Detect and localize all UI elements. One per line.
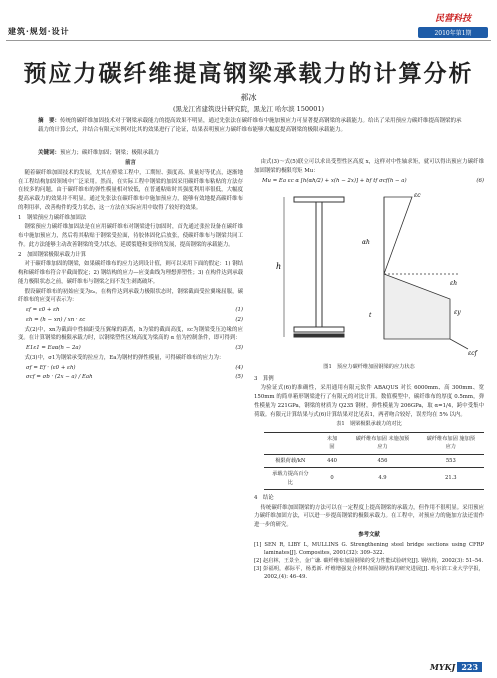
- journal-brand: 民营科技: [434, 14, 471, 24]
- right-column: [254, 158, 484, 581]
- table-row: 承载力提高百分比 0 4.9 21.3: [264, 468, 484, 490]
- figure-caption: 图1 预应力碳纤维加固钢梁的应力状态: [323, 364, 415, 371]
- stress-diagram: [254, 189, 484, 359]
- section-4-paragraph: 传统碳纤维加固钢梁的方法可以在一定程度上提高钢梁的承载力，但作用不很明显。采用预应力碳纤维加固方法，可以进一步提高钢梁的极限承载力。在工程中，对预应力的施加方法还需作进一步的研究。: [254, 504, 484, 529]
- svg-text:h: h: [276, 262, 282, 272]
- section-3-heading: 3 算例: [254, 375, 274, 382]
- table-row: 极限荷载/kN 440 456 553: [264, 454, 484, 467]
- equation-6: Mu = Ea εc α [h(αh/2) + x(h − 2x)] + bf tf σcf(h − a) (6): [262, 177, 484, 184]
- journal-logo: [418, 6, 488, 38]
- svg-text:εh: εh: [450, 280, 458, 288]
- table-caption: 表1 钢梁极限承载力的对比: [336, 421, 402, 428]
- issue-badge: 2010年第1期: [418, 27, 488, 38]
- keywords-label: 关键词：: [38, 150, 61, 156]
- equation-1: εf = ε0 + εh (1): [26, 307, 243, 313]
- equation-4: σf = Ef · (ε0 + εh) (4): [26, 364, 243, 371]
- equation-5: σcf = σb · (2x − a) / Eah (5): [26, 374, 243, 381]
- svg-text:αh: αh: [362, 239, 370, 247]
- section-2-heading: 2 加固钢梁极限承载力计算: [18, 251, 87, 258]
- article-title: 预应力碳纤维提高钢梁承载力的计算分析: [23, 60, 474, 87]
- table-header: 碳纤维布加固 施加预应力: [418, 432, 484, 454]
- svg-text:εcf: εcf: [468, 350, 477, 358]
- svg-text:εc: εc: [414, 192, 421, 200]
- header-divider: [6, 40, 491, 41]
- section-2-paragraph-3: 式(2)中，xn为截面中性轴距受压翼缘的距离，h为梁的截面高度，εc为钢梁受压边缘的应变。在计算钢梁的极限承载力时，以钢梁塑性区域高度为梁高的 α 倍为控制条件，即可得到：: [18, 326, 243, 342]
- keywords: [38, 148, 466, 156]
- abstract: [38, 117, 466, 134]
- page-header: [0, 0, 497, 48]
- section-2-paragraph: 对于碳纤维加固的钢梁，如果碳纤维布的应力达到设计值，则可以采用下面的假定：1) 钢结构和碳纤维布符合平截面假定；2) 钢结构的应力—应变曲线为理想弹塑性；3) 在构件达到承载能力极限状态之前，碳纤维布与钢梁之间不发生剥离破坏。: [18, 261, 243, 285]
- section-3-paragraph: 为验证式(6)的准确性，采用通用有限元软件 ABAQUS 对长 6000mm、高 300mm、宽 150mm 的简单箱形钢梁进行了有限元的对比计算。数值模型中，碳纤维布的厚度 0.5mm，弹性模量为 221GPa，钢梁的材质为 Q235 钢材，弹性模量为 206GPa，取 α=1/4，跨中受集中荷载。有限元计算结果与式(6)计算结果对比见表1，两者吻合较好，误差均在 5% 以内。: [254, 385, 484, 418]
- page-footer: [430, 662, 482, 672]
- right-intro-paragraph: 由式(3)～式(5)联立可以求出受塑性区高度 x，这样对中性轴求矩，就可以得出预应力碳纤维加固钢梁的极限弯矩 Mu：: [254, 159, 484, 174]
- stress-state-figure: [254, 189, 484, 359]
- reference-list: [254, 541, 484, 581]
- intro-heading: 前言: [125, 160, 136, 166]
- reference-item: [2] 赵启林，王景全，金广谦. 碳纤维布加固钢梁的受力性能试验研究[J]. 钢结构，2002(3): 51–54.: [254, 557, 484, 564]
- svg-text:εy: εy: [454, 309, 461, 317]
- section-label: 建筑·规划·设计: [8, 26, 70, 36]
- equation-2: εh = (h − xn) / xn · εc (2): [26, 316, 243, 323]
- page-number: 223: [457, 662, 482, 672]
- abstract-label: 摘 要：: [38, 118, 61, 124]
- abstract-text: 传统的碳纤维加固技术对于钢梁承载能力的提高效果不明显，通过先张法在碳纤维布中施加预应力可显著提高钢梁的承载能力。给出了采用预应力碳纤维提高钢梁的承载力的计算公式，并结合有限元实例对比其的效果进行了论证，结果表明预应力碳纤维布能够大幅度提高钢梁的极限承载能力。: [38, 118, 462, 133]
- table-header: 碳纤维布加固 未施加预应力: [347, 432, 417, 454]
- footer-brand: MYKJ: [430, 662, 456, 672]
- equation-3: E1ε1 = Eaα(h − 2a) (3): [26, 345, 243, 351]
- section-1-heading: 1 钢梁预应力碳纤维加固法: [18, 214, 87, 221]
- results-table: [264, 432, 484, 490]
- author-affiliation: (黑龙江省建筑设计研究院，黑龙江 哈尔滨 150001): [172, 105, 325, 113]
- section-2-paragraph-4: 式(3)中，σ1为钢梁承受的拉应力，Ea为钢材的弹性模量，可得碳纤维布的应力为：: [24, 354, 225, 361]
- intro-paragraph: 随着碳纤维加固技术的发展，尤其在桥梁工程中，工期短、强度高、质量好等优点，逐渐地在工程结构加固领域中广泛采用。然而，在实际工程中钢梁的加固采用碳纤维布粘贴的方法存在较多的问题，由于碳纤维布的弹性模量相对较低，在普通粘贴时其强度利用率很低，大幅度提高承载力的效果并不明显。通过先张法在碳纤维布中施加预应力，能够有效地提高碳纤维布的利用率，改善构件的受力状态，这一方法在实际应用中取得了较好的效果。: [18, 169, 243, 211]
- section-1-paragraph: 钢梁预应力碳纤维加固法是在应用碳纤维布对钢梁进行加固时，首先通过张拉设备在碳纤维布中施加预应力，然后将其粘贴于钢梁受拉面，待胶体固化后放张，使碳纤维布与钢梁共同工作。此方法能够主动改善钢梁的受力状态，延缓裂缝和变形的发展，提高钢梁的承载能力。: [18, 224, 243, 248]
- section-2-paragraph-2: 假设碳纤维布的初始应变为ε₀，在构件达到承载力极限状态时，钢梁截面受拉翼缘屈服，碳纤维布的应变可表示为：: [18, 288, 243, 304]
- left-column: [18, 158, 243, 383]
- beam-section: [294, 197, 344, 337]
- references-heading: 参考文献: [358, 531, 380, 538]
- article-author: 郝冰: [240, 93, 257, 102]
- keywords-text: 预应力；碳纤维加固；钢梁；极限承载力: [60, 150, 160, 156]
- svg-text:t: t: [369, 312, 372, 320]
- section-4-heading: 4 结论: [254, 494, 274, 501]
- reference-item: [3] 彭福明，郝际平，杨勇新. 纤维增强复合材料加固钢结构的研究进展[J]. 哈尔滨工业大学学报，2002,(4): 46–49.: [254, 565, 484, 580]
- reference-item: [1] SEN R, LIBY L, MULLINS G. Strengthening steel bridge sections using CFRP laminates[J]. Composites, 2001(32): 309–322.: [254, 541, 484, 556]
- table-header: 未加固: [317, 432, 348, 454]
- stress-profile: [384, 197, 468, 349]
